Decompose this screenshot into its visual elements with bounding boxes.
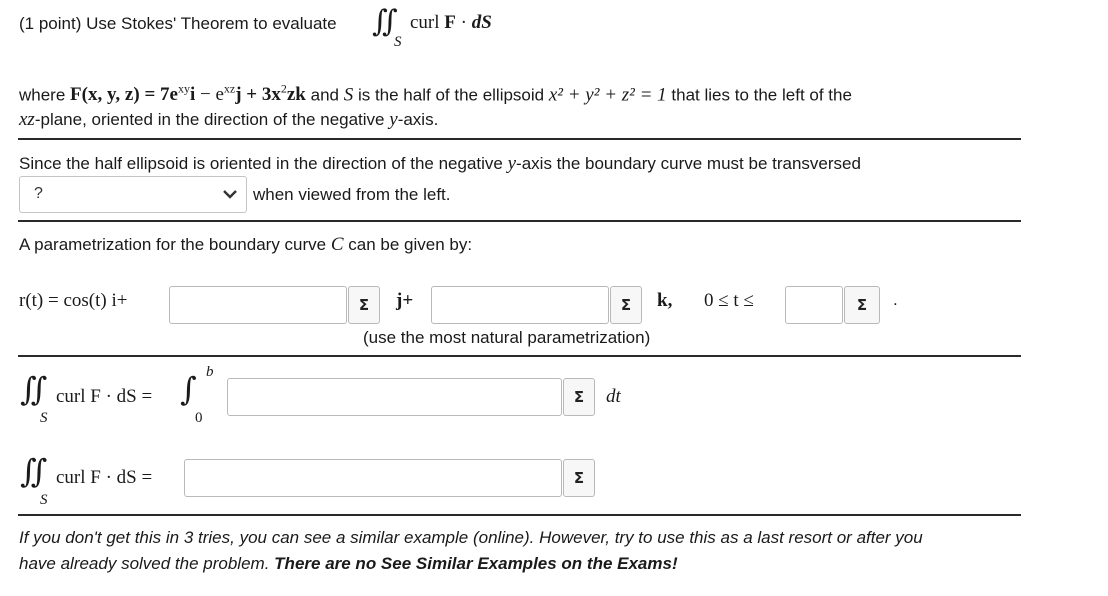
orientation-description — [19, 109, 438, 131]
surface-subscript: S — [40, 410, 48, 426]
hint-line-1: If you don't get this in 3 tries, you can see a similar example (online). However, try to use this as a last resort or after you — [19, 528, 923, 547]
field-F: F — [444, 12, 456, 33]
orientation-question — [19, 153, 861, 175]
exp-xy: xy — [177, 82, 190, 96]
zk: zk — [286, 84, 306, 106]
chevron-down-icon — [222, 187, 238, 201]
divider — [18, 138, 1021, 140]
double-integral-icon: ∬ — [20, 452, 48, 490]
integral1-lhs: curl F · dS = — [56, 386, 153, 407]
surface-description: is the half of the ellipsoid — [357, 85, 545, 105]
and-text: and — [310, 85, 339, 105]
question-intro: (1 point) Use Stokes' Theorem to evaluate — [19, 14, 337, 33]
title-integrand — [410, 12, 492, 34]
y-component-input[interactable] — [169, 286, 347, 324]
dot: · — [455, 12, 472, 33]
k-label: k, — [657, 290, 673, 311]
surface-subscript: S — [40, 492, 48, 508]
param-note: (use the most natural parametrization) — [363, 328, 651, 347]
axis-text: -axis. — [397, 110, 439, 129]
t-range-label: 0 ≤ t ≤ — [704, 290, 754, 311]
sigma-button[interactable]: Σ — [348, 286, 380, 324]
sigma-button[interactable]: Σ — [610, 286, 642, 324]
xz-symbol: xz — [19, 109, 35, 130]
y-component-textbox[interactable] — [170, 287, 346, 323]
final-answer-textbox[interactable] — [185, 460, 561, 496]
exam-warning: There are no See Similar Examples on the Exams! — [274, 554, 678, 573]
param-heading — [19, 234, 472, 256]
z-component-textbox[interactable] — [432, 287, 608, 323]
after-select-text: when viewed from the left. — [253, 185, 451, 204]
j-label: j+ — [396, 290, 414, 311]
orientation-text-a: Since the half ellipsoid is oriented in the direction of the negative — [19, 154, 503, 173]
curl-text: curl — [410, 12, 440, 33]
square: 2 — [280, 82, 287, 96]
field-label: F(x, y, z) = 7e — [70, 84, 178, 106]
curve-C: C — [330, 234, 344, 255]
orientation-text-b: -axis the boundary curve must be transversed — [516, 154, 861, 173]
double-integral-icon: ∬ — [372, 4, 398, 39]
t-upper-textbox[interactable] — [786, 287, 842, 323]
minus-e: − e — [195, 84, 224, 106]
period: . — [893, 290, 898, 309]
unit-i: i — [189, 84, 196, 106]
integral2-lhs: curl F · dS = — [56, 467, 153, 488]
direction-select[interactable] — [19, 176, 247, 213]
surface-subscript: S — [394, 34, 402, 50]
param-heading-b: can be given by: — [348, 235, 473, 254]
double-integral-icon: ∬ — [20, 370, 48, 408]
j-plus-3x: j + 3x — [235, 84, 281, 106]
param-heading-a: A parametrization for the boundary curve — [19, 235, 327, 254]
orientation-y: y — [507, 153, 517, 174]
sigma-button[interactable]: Σ — [844, 286, 880, 324]
S-symbol: S — [343, 84, 354, 106]
lower-limit: 0 — [195, 410, 203, 426]
plane-text: -plane, oriented in the direction of the negative — [34, 110, 385, 129]
select-value: ? — [34, 185, 43, 202]
field-definition-line — [19, 82, 852, 106]
divider — [18, 355, 1021, 357]
tail-text: that lies to the left of the — [671, 85, 852, 105]
vector-field — [70, 84, 306, 105]
divider — [18, 220, 1021, 222]
final-answer-input[interactable] — [184, 459, 562, 497]
upper-limit: b — [206, 364, 214, 380]
y-symbol: y — [389, 109, 398, 130]
hint-line-2a: have already solved the problem. — [19, 554, 270, 573]
z-component-input[interactable] — [431, 286, 609, 324]
where-text: where — [19, 85, 66, 105]
integral-sign-icon: ∫ — [180, 370, 197, 408]
divider — [18, 514, 1021, 516]
hint-line-2 — [19, 554, 678, 574]
dt-label: dt — [606, 386, 621, 407]
t-upper-input[interactable] — [785, 286, 843, 324]
integrand-input[interactable] — [227, 378, 562, 416]
r-label: r(t) = cos(t) i+ — [19, 290, 128, 311]
integrand-textbox[interactable] — [228, 379, 561, 415]
dS: dS — [471, 12, 492, 33]
sigma-button[interactable]: Σ — [563, 378, 595, 416]
sigma-button[interactable]: Σ — [563, 459, 595, 497]
ellipsoid-equation: x² + y² + z² = 1 — [548, 84, 667, 106]
exp-xz: xz — [223, 82, 236, 96]
